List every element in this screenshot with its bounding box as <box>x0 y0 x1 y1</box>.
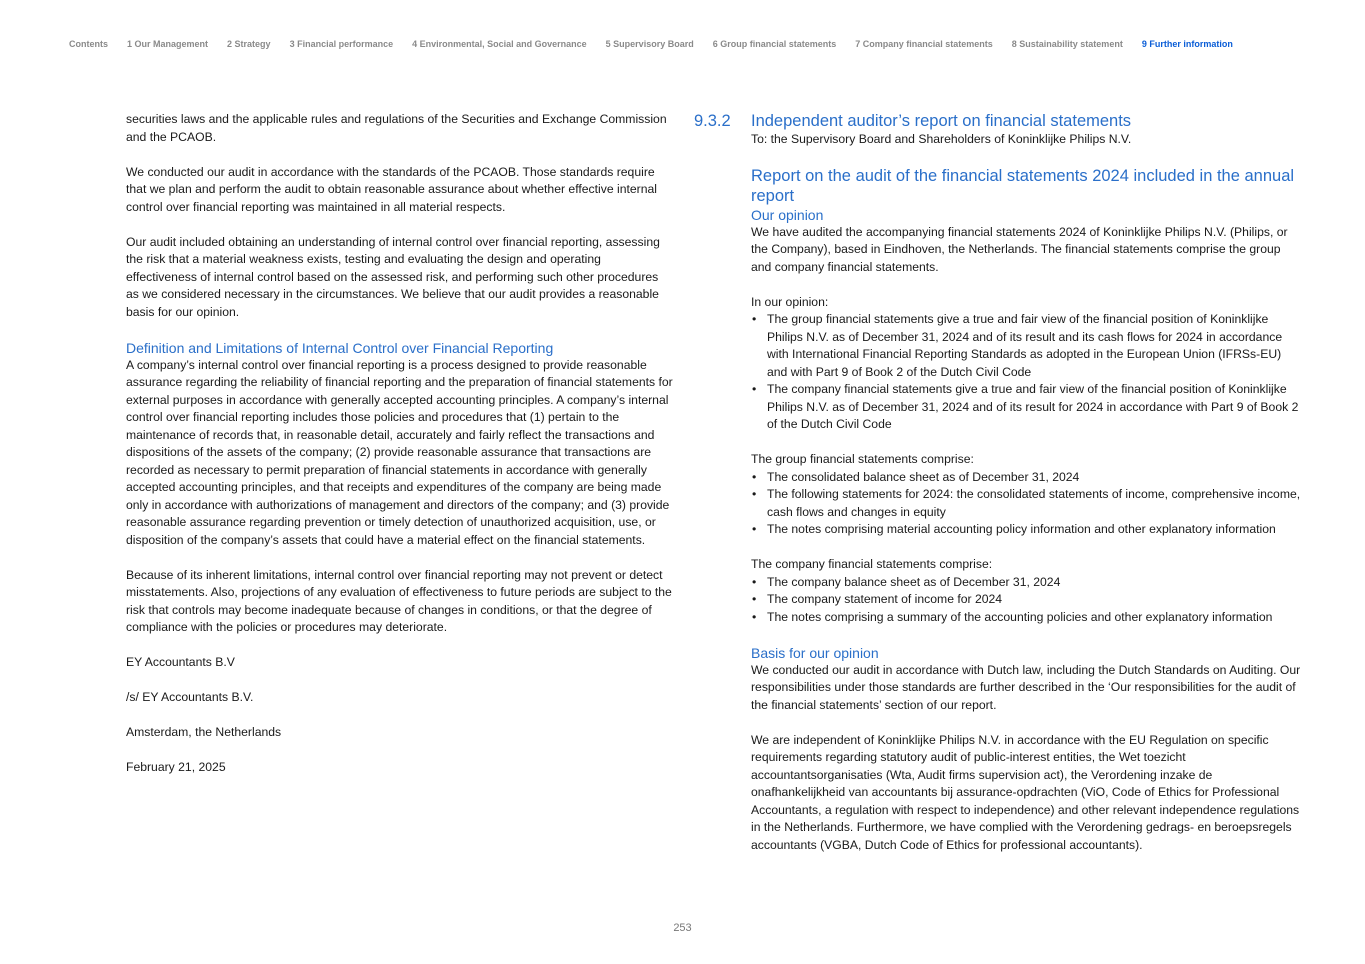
list-item: • The company financial statements give a true and fair view of the financial position of Koninklijke Philips N.V. as of December 31, 2024 and of its result for 2024 in accordance with Part 9 of Book 2 of the Dutch Civil Code <box>751 381 1301 434</box>
signature: /s/ EY Accountants B.V. <box>126 690 254 704</box>
paragraph: Because of its inherent limitations, internal control over financial reporting may not prevent or detect misstatements. Also, projections of any evaluation of effectiveness to future periods are subject to the risk that controls may become inadequate because of changes in conditions, or that the degree of compliance with the policies or procedures may deteriorate. <box>126 567 672 634</box>
paragraph: securities laws and the applicable rules and regulations of the Securities and Exchange Commission and the PCAOB. <box>126 112 667 144</box>
section-heading: Report on the audit of the financial statements 2024 included in the annual report <box>751 166 1295 205</box>
left-column <box>126 111 674 794</box>
nav-our-management[interactable]: 1 Our Management <box>127 39 209 49</box>
subsection-heading: Basis for our opinion <box>751 644 879 661</box>
top-navigation <box>69 39 1252 49</box>
nav-further-information[interactable]: 9 Further information <box>1141 39 1233 49</box>
nav-strategy[interactable]: 2 Strategy <box>227 39 271 49</box>
paragraph: The company financial statements comprise: <box>751 557 993 571</box>
list-item: • The company balance sheet as of December 31, 2024 <box>751 574 1301 592</box>
nav-contents[interactable]: Contents <box>69 39 108 49</box>
company-list <box>751 574 1301 627</box>
right-column <box>751 111 1301 872</box>
date: February 21, 2025 <box>126 760 226 774</box>
addressee: To: the Supervisory Board and Shareholders of Koninklijke Philips N.V. <box>751 132 1132 146</box>
list-item: • The consolidated balance sheet as of December 31, 2024 <box>751 469 1301 487</box>
list-item: • The group financial statements give a true and fair view of the financial position of Koninklijke Philips N.V. as of December 31, 2024 and of its result and its cash flows for 2024 in accordance with International Financial Reporting Standards as adopted in the European Union (IFRSs-EU) and with Part 9 of Book 2 of the Dutch Civil Code <box>751 311 1301 381</box>
paragraph: We conducted our audit in accordance with the standards of the PCAOB. Those standards require that we plan and perform the audit to obtain reasonable assurance about whether effective internal control over financial reporting was maintained in all material respects. <box>126 164 657 214</box>
location: Amsterdam, the Netherlands <box>126 725 282 739</box>
paragraph: We are independent of Koninklijke Philips N.V. in accordance with the EU Regulation on specific requirements regarding statutory audit of public-interest entities, the Wet toezicht accountantsorganisaties (Wta, Audit firms supervision act), the Verordening inzake de onafhankelijkheid van accountants bij assurance-opdrachten (ViO, Code of Ethics for Professional Accountants, a regulation with respect to independence) and other relevant independence regulations in the Netherlands. Furthermore, we have complied with the Verordening gedrags- en beroepsregels accountants (VGBA, Dutch Code of Ethics for professional accountants). <box>751 732 1300 852</box>
section-heading: Definition and Limitations of Internal Control over Financial Reporting <box>126 339 554 356</box>
paragraph: We conducted our audit in accordance with Dutch law, including the Dutch Standards on Auditing. Our responsibilities under those standards are further described in the ‘Our responsibilities for the audit of the financial statements’ section of our report. <box>751 662 1301 712</box>
paragraph: We have audited the accompanying financial statements 2024 of Koninklijke Philips N.V. (Philips, or the Company), based in Eindhoven, the Netherlands. The financial statements comprise the group and company financial statements. <box>751 224 1288 274</box>
nav-sustainability-statement[interactable]: 8 Sustainability statement <box>1011 39 1123 49</box>
list-item: • The notes comprising material accounting policy information and other explanatory information <box>751 521 1301 539</box>
nav-supervisory-board[interactable]: 5 Supervisory Board <box>605 39 694 49</box>
group-list <box>751 469 1301 539</box>
nav-esg[interactable]: 4 Environmental, Social and Governance <box>412 39 587 49</box>
list-item: • The company statement of income for 2024 <box>751 591 1301 609</box>
subsection-heading: Our opinion <box>751 206 824 223</box>
nav-group-financial-statements[interactable]: 6 Group financial statements <box>712 39 837 49</box>
paragraph: Our audit included obtaining an understanding of internal control over financial reporting, assessing the risk that a material weakness exists, testing and evaluating the design and operating effectiveness of internal control based on the assessed risk, and performing such other procedures as we considered necessary in the circumstances. We believe that our audit provides a reasonable basis for our opinion. <box>126 234 660 319</box>
page-number: 253 <box>673 922 692 934</box>
section-number: 9.3.2 <box>694 112 731 130</box>
list-item: • The following statements for 2024: the consolidated statements of income, comprehensive income, cash flows and changes in equity <box>751 486 1301 521</box>
report-title: Independent auditor’s report on financial statements <box>751 112 1132 130</box>
paragraph: A company’s internal control over financial reporting is a process designed to provide reasonable assurance regarding the reliability of financial reporting and the preparation of financial statements for external purposes in accordance with generally accepted accounting principles. A company’s internal control over financial reporting includes those policies and procedures that (1) pertain to the maintenance of records that, in reasonable detail, accurately and fairly reflect the transactions and dispositions of the assets of the company; (2) provide reasonable assurance that transactions are recorded as necessary to permit preparation of financial statements in accordance with generally accepted accounting principles, and that receipts and expenditures of the company are being made only in accordance with authorizations of management and directors of the company; and (3) provide reasonable assurance regarding prevention or timely detection of unauthorized acquisition, use, or disposition of the company’s assets that could have a material effect on the financial statements. <box>126 357 673 547</box>
opinion-list <box>751 311 1301 434</box>
paragraph: The group financial statements comprise: <box>751 452 974 466</box>
signatory: EY Accountants B.V <box>126 655 235 669</box>
nav-financial-performance[interactable]: 3 Financial performance <box>289 39 394 49</box>
paragraph: In our opinion: <box>751 294 829 309</box>
nav-company-financial-statements[interactable]: 7 Company financial statements <box>855 39 993 49</box>
list-item: • The notes comprising a summary of the accounting policies and other explanatory information <box>751 609 1301 627</box>
